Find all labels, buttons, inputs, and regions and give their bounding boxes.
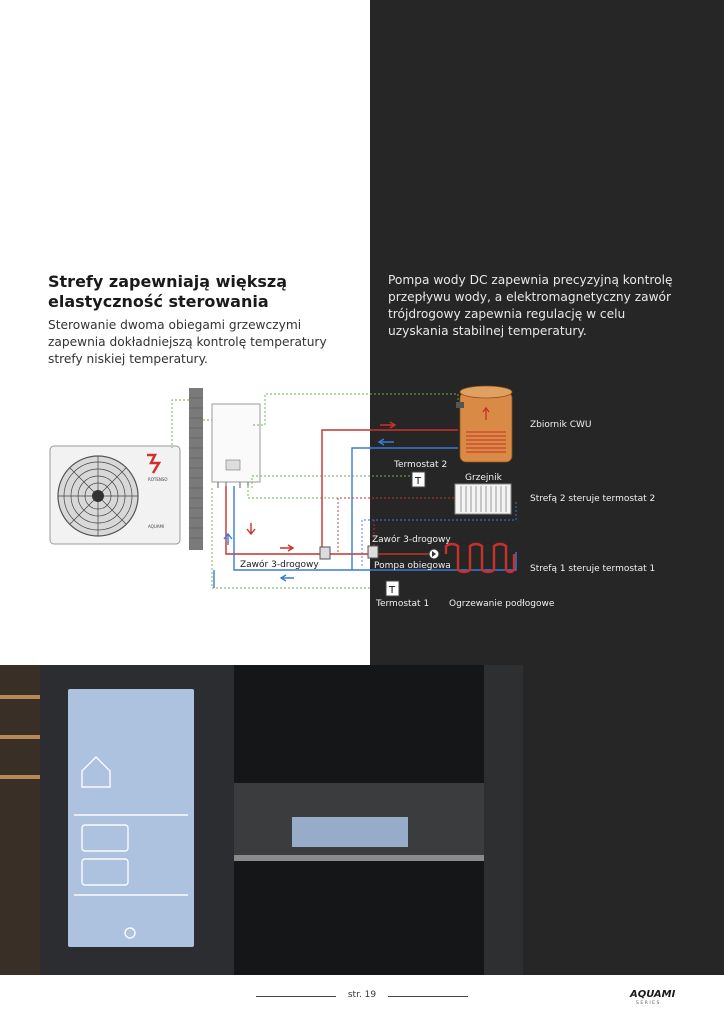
unit-series-label: AQUAMI [148, 524, 165, 529]
section-heading [48, 272, 348, 312]
tank-label: Zbiornik CWU [530, 420, 592, 430]
three-way-valve-left [320, 547, 330, 559]
underfloor-heating-coil [446, 544, 514, 572]
footer-rule-left [256, 996, 336, 997]
thermostat-2-symbol: T [415, 476, 422, 487]
heading-line-1: Strefy zapewniają większą [48, 272, 287, 291]
heading-line-2: elastyczność sterowania [48, 292, 269, 311]
thermostat-1-symbol: T [389, 585, 396, 596]
page-number: str. 19 [347, 990, 377, 1000]
pump-label: Pompa obiegowa [374, 561, 451, 571]
zone-2-label: Strefą 2 steruje termostat 2 [530, 494, 656, 504]
indoor-hydrobox [212, 404, 260, 488]
three-way-valve-right [368, 546, 378, 558]
floor-heating-label: Ogrzewanie podłogowe [449, 599, 555, 609]
aquami-logo [628, 986, 680, 1006]
valve-right-label: Zawór 3-drogowy [372, 535, 451, 545]
wall [189, 388, 203, 550]
dhw-tank [456, 386, 512, 462]
radiator-label: Grzejnik [465, 473, 502, 483]
thermostat-2 [412, 472, 425, 487]
kitchen-photo [0, 665, 523, 975]
logo-series: SERIES [636, 1001, 661, 1006]
footer-rule-right [388, 996, 468, 997]
heating-system-diagram [0, 380, 724, 620]
intro-text-right: Pompa wody DC zapewnia precyzyjną kontrolę przepływu wody, a elektromagnetyczny zawór trójdrogowy zapewnia regulację w celu uzyskania stabilnej temperatury. [388, 273, 673, 338]
thermostat-2-label: Termostat 2 [394, 460, 448, 470]
unit-brand-label: ROTENSO [148, 477, 168, 482]
thermostat-1 [386, 581, 399, 596]
intro-text-left: Sterowanie dwoma obiegami grzewczymi zapewnia dokładniejszą kontrolę temperatury strefy niskiej temperatury. [48, 318, 327, 366]
kitchen-photo-drawing [0, 665, 523, 975]
outdoor-unit [50, 446, 180, 544]
circulation-pump [429, 549, 439, 559]
valve-left-label: Zawór 3-drogowy [240, 560, 319, 570]
thermostat-1-label: Termostat 1 [376, 599, 430, 609]
radiator [455, 484, 511, 514]
zone-1-label: Strefą 1 steruje termostat 1 [530, 564, 656, 574]
logo-brand: AQUAMI [630, 989, 676, 1000]
